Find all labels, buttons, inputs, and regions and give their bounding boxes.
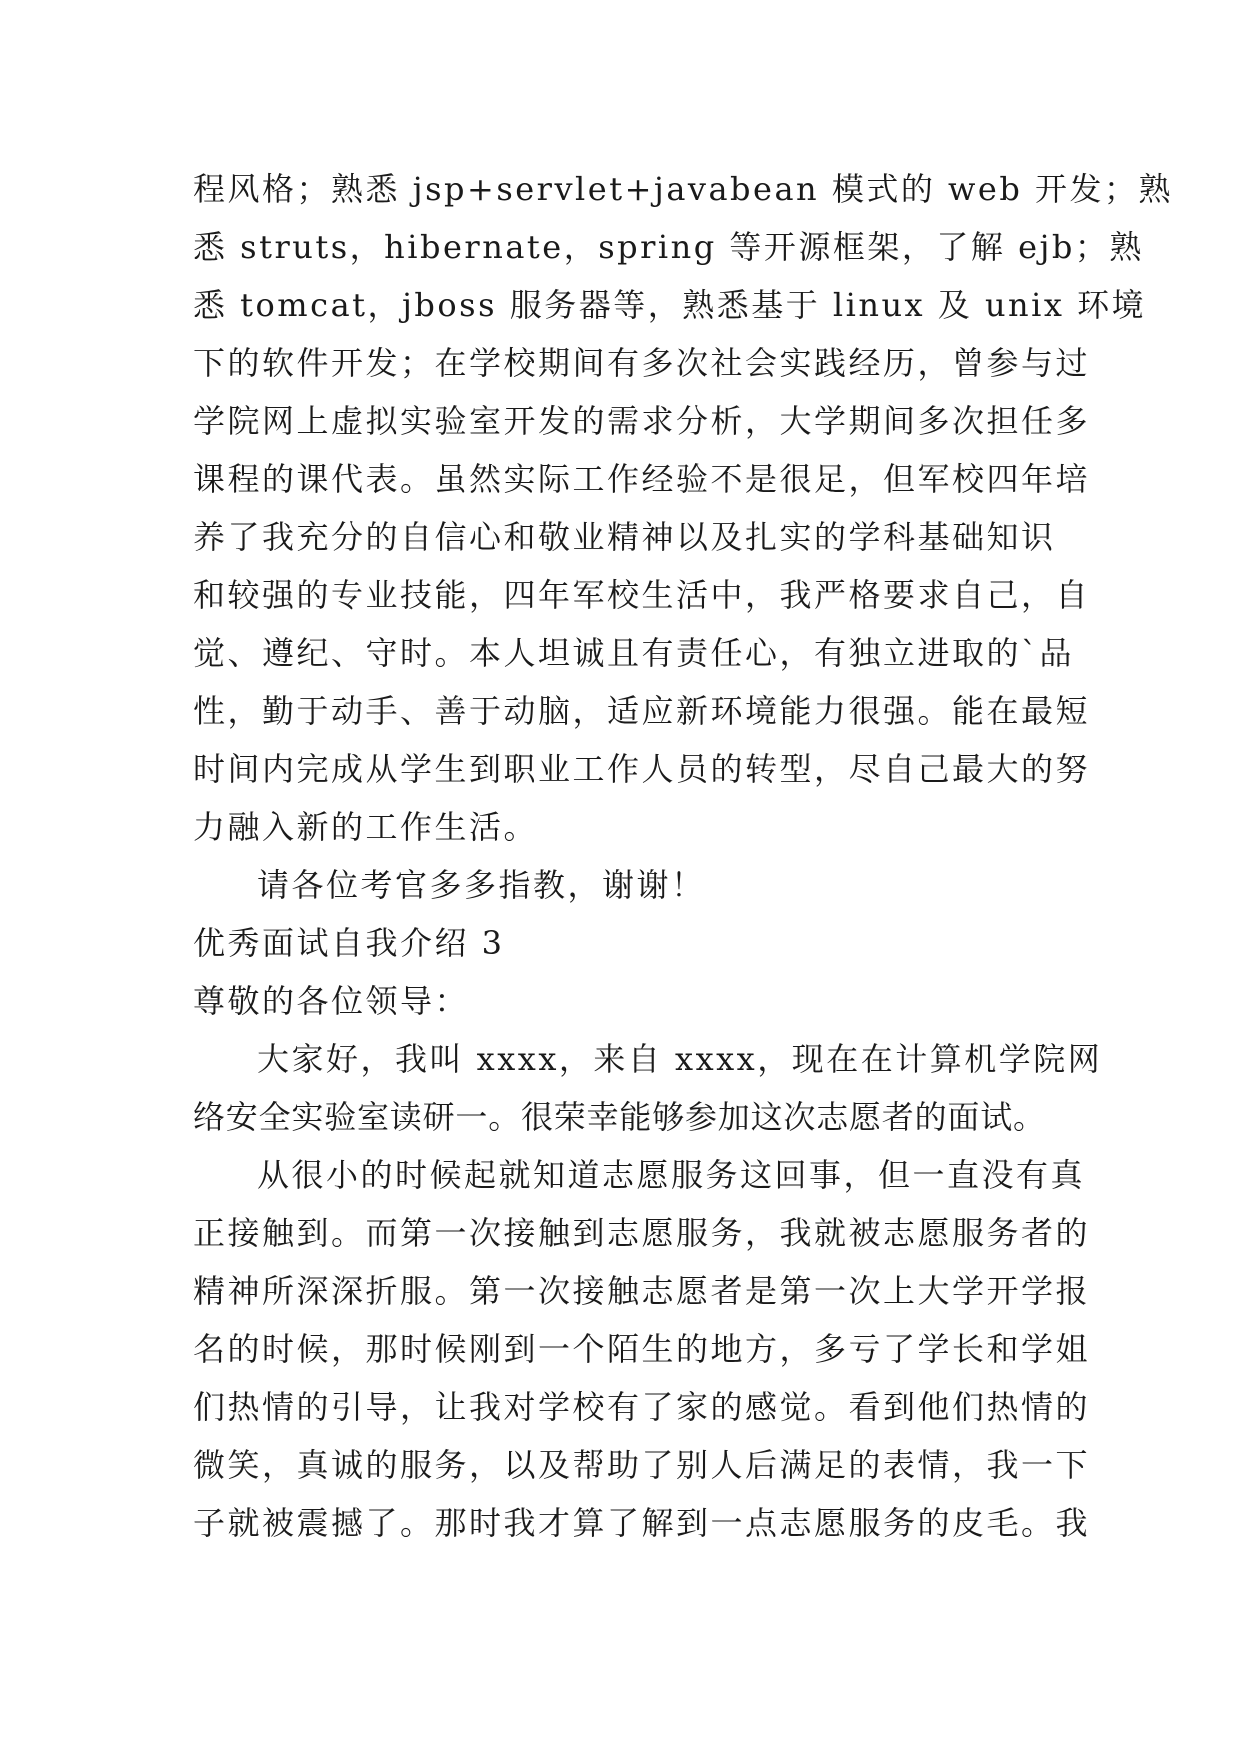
paragraph-line: 正接触到。而第一次接触到志愿服务，我就被志愿服务者的 — [193, 1214, 1091, 1252]
paragraph-line: 力融入新的工作生活。 — [193, 808, 539, 846]
paragraph-line: 觉、遵纪、守时。本人坦诚且有责任心，有独立进取的`品 — [193, 634, 1075, 672]
paragraph-line: 程风格；熟悉 jsp+servlet+javabean 模式的 web 开发；熟 — [193, 170, 1173, 208]
paragraph-line: 名的时候，那时候刚到一个陌生的地方，多亏了学长和学姐 — [193, 1330, 1091, 1368]
paragraph-line: 从很小的时候起就知道志愿服务这回事，但一直没有真 — [257, 1156, 1086, 1194]
paragraph-line: 精神所深深折服。第一次接触志愿者是第一次上大学开学报 — [193, 1272, 1091, 1310]
paragraph-line: 和较强的专业技能，四年军校生活中，我严格要求自己，自 — [193, 576, 1091, 614]
paragraph-line: 养了我充分的自信心和敬业精神以及扎实的学科基础知识 — [193, 518, 1056, 556]
paragraph-2 — [193, 1030, 1103, 1146]
paragraph-line: 学院网上虚拟实验室开发的需求分析，大学期间多次担任多 — [193, 402, 1091, 440]
paragraph-line: 子就被震撼了。那时我才算了解到一点志愿服务的皮毛。我 — [193, 1504, 1091, 1542]
paragraph-line: 性，勤于动手、善于动脑，适应新环境能力很强。能在最短 — [193, 692, 1091, 730]
section-title: 优秀面试自我介绍 3 — [193, 924, 505, 962]
paragraph-line: 络安全实验室读研一。很荣幸能够参加这次志愿者的面试。 — [193, 1098, 1046, 1136]
paragraph-line: 大家好，我叫 xxxx，来自 xxxx，现在在计算机学院网 — [257, 1040, 1103, 1078]
salutation: 尊敬的各位领导： — [193, 982, 470, 1020]
paragraph-line: 时间内完成从学生到职业工作人员的转型，尽自己最大的努 — [193, 750, 1091, 788]
closing-line: 请各位考官多多指教，谢谢！ — [257, 866, 706, 904]
paragraph-line: 悉 struts，hibernate，spring 等开源框架，了解 ejb；熟 — [193, 228, 1144, 266]
paragraph-line: 们热情的引导，让我对学校有了家的感觉。看到他们热情的 — [193, 1388, 1091, 1426]
document-body — [193, 160, 1173, 1552]
paragraph-line: 悉 tomcat，jboss 服务器等，熟悉基于 linux 及 unix 环境 — [193, 286, 1147, 324]
paragraph-line: 微笑，真诚的服务，以及帮助了别人后满足的表情，我一下 — [193, 1446, 1091, 1484]
paragraph-3 — [193, 1146, 1091, 1552]
paragraph-line: 下的软件开发；在学校期间有多次社会实践经历，曾参与过 — [193, 344, 1091, 382]
paragraph-1 — [193, 160, 1173, 856]
paragraph-line: 课程的课代表。虽然实际工作经验不是很足，但军校四年培 — [193, 460, 1091, 498]
